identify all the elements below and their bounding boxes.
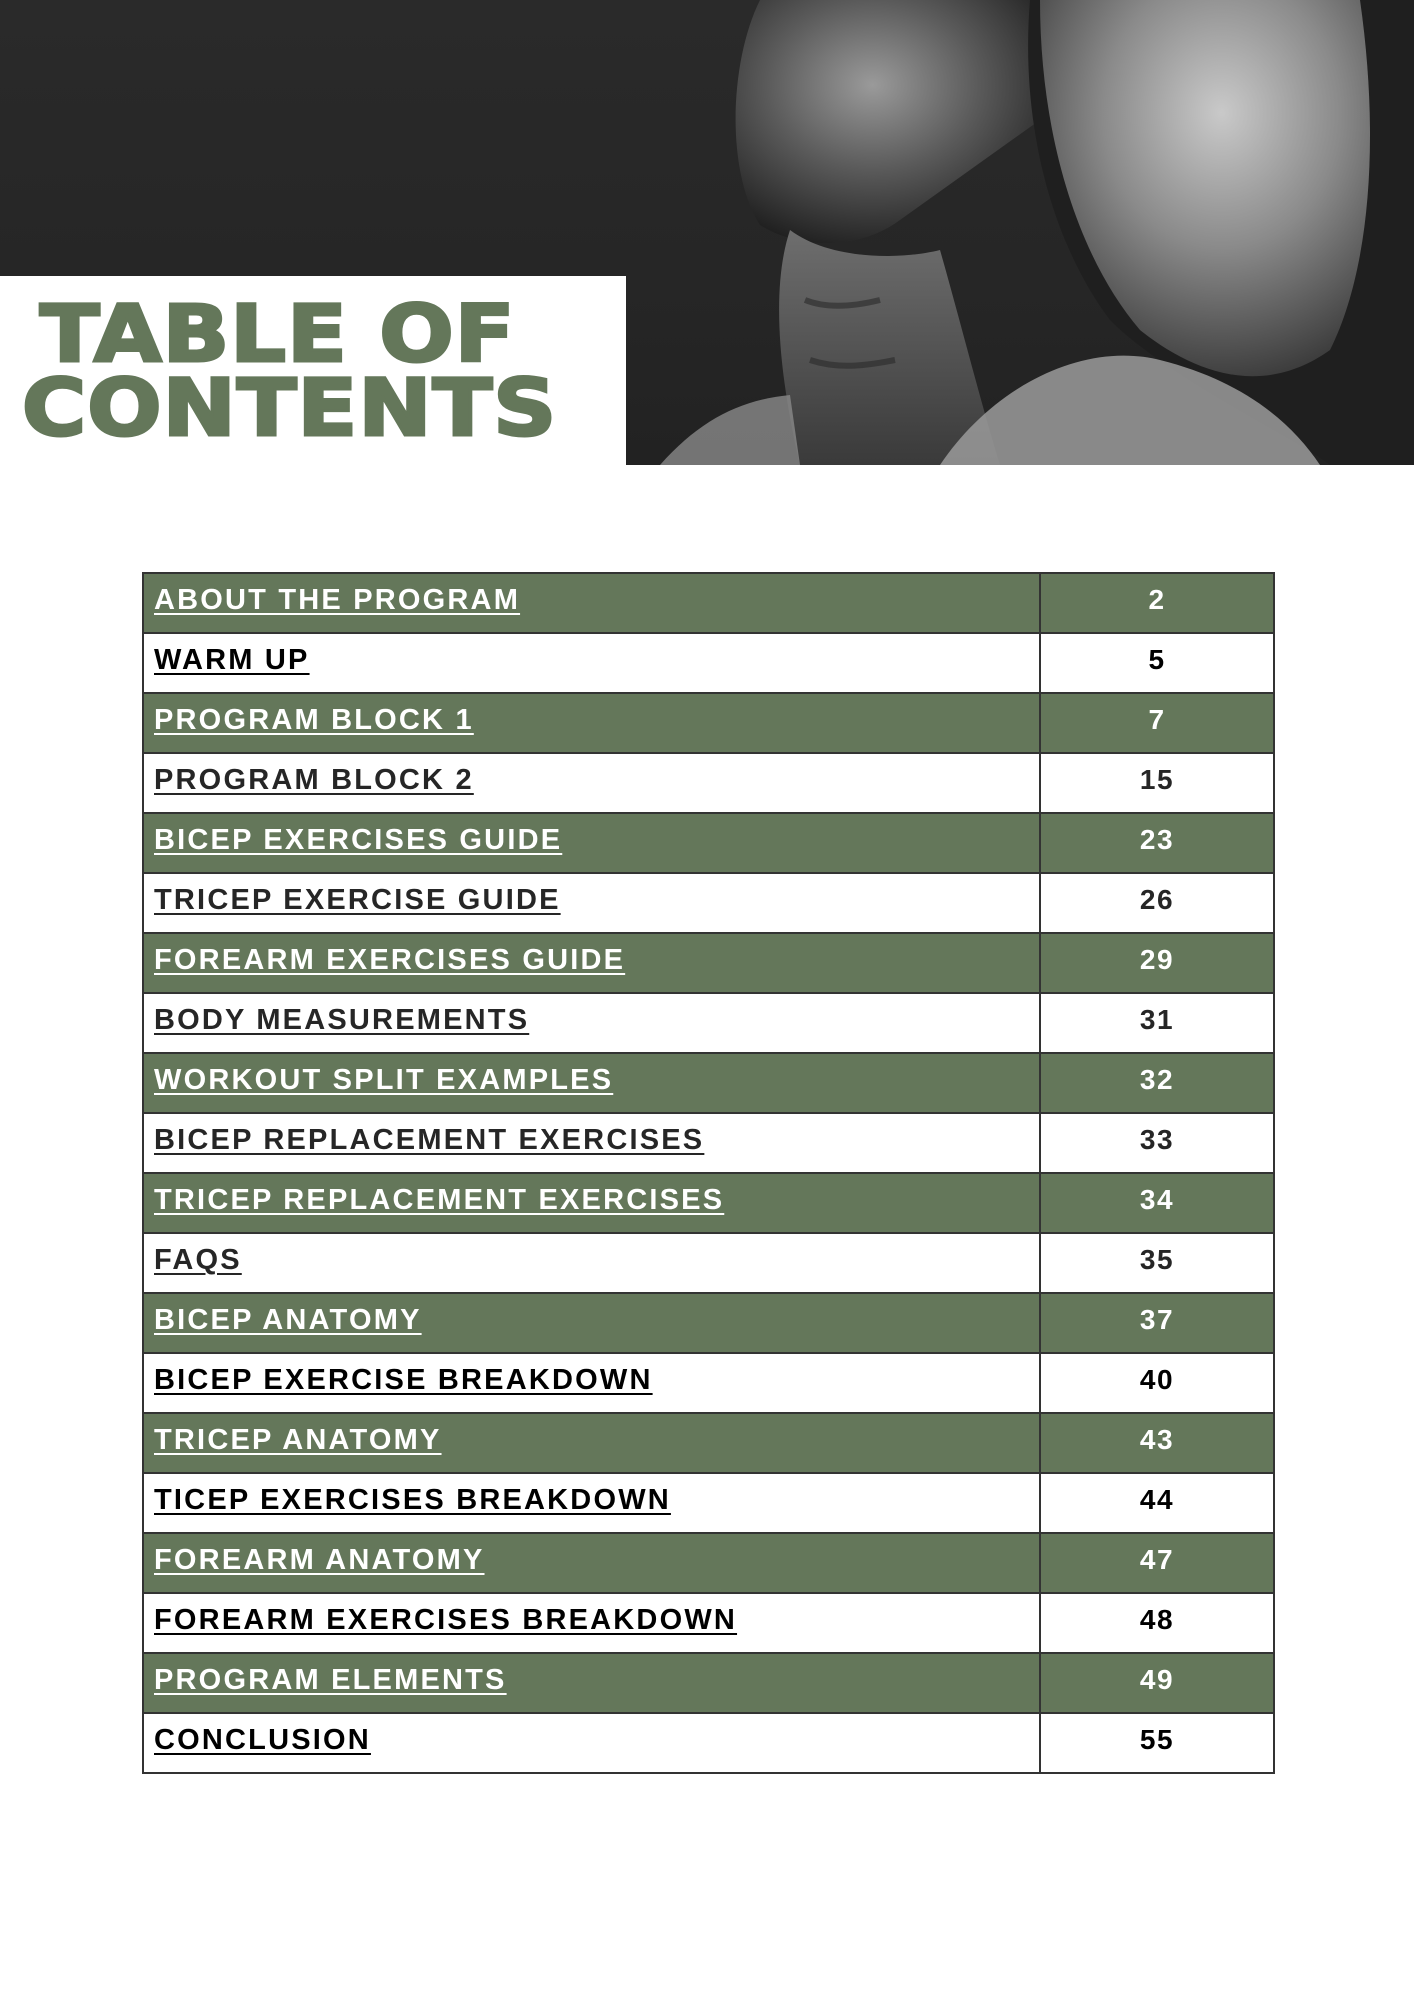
toc-row[interactable] <box>143 1593 1274 1653</box>
toc-link-warm-up[interactable]: WARM UP <box>154 644 310 676</box>
toc-page-number: 31 <box>1139 1004 1175 1035</box>
title-line-2: CONTENTS <box>22 364 558 454</box>
toc-page-number: 34 <box>1139 1184 1175 1215</box>
toc-page-number: 49 <box>1139 1664 1175 1695</box>
toc-link-ticep-exercises-breakdown[interactable]: TICEP EXERCISES BREAKDOWN <box>154 1484 671 1516</box>
toc-page-number: 33 <box>1139 1124 1175 1155</box>
toc-row[interactable] <box>143 573 1274 633</box>
toc-page-number: 2 <box>1148 584 1166 615</box>
toc-row[interactable] <box>143 753 1274 813</box>
toc-page-number: 37 <box>1139 1304 1175 1335</box>
toc-page-number: 5 <box>1148 644 1166 675</box>
toc-page-number: 55 <box>1139 1724 1175 1755</box>
toc-page-number: 23 <box>1139 824 1175 855</box>
toc-row[interactable] <box>143 1413 1274 1473</box>
toc-link-tricep-replacement-exercises[interactable]: TRICEP REPLACEMENT EXERCISES <box>154 1184 725 1216</box>
toc-page-number: 35 <box>1139 1244 1175 1275</box>
toc-link-forearm-exercises-guide[interactable]: FOREARM EXERCISES GUIDE <box>154 944 626 976</box>
toc-link-bicep-anatomy[interactable]: BICEP ANATOMY <box>154 1304 422 1336</box>
toc-row[interactable] <box>143 1293 1274 1353</box>
toc-row[interactable] <box>143 1353 1274 1413</box>
toc-link-tricep-exercise-guide[interactable]: TRICEP EXERCISE GUIDE <box>154 884 561 916</box>
toc-link-forearm-exercises-breakdown[interactable]: FOREARM EXERCISES BREAKDOWN <box>154 1604 738 1636</box>
toc-link-workout-split-examples[interactable]: WORKOUT SPLIT EXAMPLES <box>154 1064 614 1096</box>
toc-page-number: 29 <box>1139 944 1175 975</box>
toc-row[interactable] <box>143 993 1274 1053</box>
toc-page-number: 43 <box>1139 1424 1175 1455</box>
toc-page-number: 48 <box>1139 1604 1175 1635</box>
toc-link-body-measurements[interactable]: BODY MEASUREMENTS <box>154 1004 530 1036</box>
toc-page-number: 15 <box>1139 764 1175 795</box>
toc-link-bicep-replacement-exercises[interactable]: BICEP REPLACEMENT EXERCISES <box>154 1124 705 1156</box>
toc-link-program-elements[interactable]: PROGRAM ELEMENTS <box>154 1664 507 1696</box>
toc-page-number: 47 <box>1139 1544 1175 1575</box>
title-line-1: TABLE OF <box>39 290 516 380</box>
toc-row[interactable] <box>143 1233 1274 1293</box>
toc-row[interactable] <box>143 633 1274 693</box>
toc-link-tricep-anatomy[interactable]: TRICEP ANATOMY <box>154 1424 442 1456</box>
toc-page-number: 44 <box>1139 1484 1175 1515</box>
toc-row[interactable] <box>143 1713 1274 1773</box>
toc-row[interactable] <box>143 1173 1274 1233</box>
toc-row[interactable] <box>143 693 1274 753</box>
toc-row[interactable] <box>143 1113 1274 1173</box>
toc-link-faqs[interactable]: FAQS <box>154 1244 242 1276</box>
toc-link-conclusion[interactable]: CONCLUSION <box>154 1724 371 1756</box>
toc-row[interactable] <box>143 813 1274 873</box>
toc-link-about-the-program[interactable]: ABOUT THE PROGRAM <box>154 584 521 616</box>
title-box <box>0 276 626 465</box>
toc-page-number: 26 <box>1139 884 1175 915</box>
toc-page-number: 7 <box>1148 704 1166 735</box>
table-of-contents <box>142 572 1275 1774</box>
toc-link-bicep-exercise-breakdown[interactable]: BICEP EXERCISE BREAKDOWN <box>154 1364 653 1396</box>
toc-link-program-block-1[interactable]: PROGRAM BLOCK 1 <box>154 704 474 736</box>
toc-row[interactable] <box>143 873 1274 933</box>
toc-link-program-block-2[interactable]: PROGRAM BLOCK 2 <box>154 764 474 796</box>
toc-row[interactable] <box>143 1533 1274 1593</box>
toc-link-forearm-anatomy[interactable]: FOREARM ANATOMY <box>154 1544 485 1576</box>
toc-row[interactable] <box>143 1053 1274 1113</box>
toc-row[interactable] <box>143 1473 1274 1533</box>
toc-row[interactable] <box>143 933 1274 993</box>
toc-row[interactable] <box>143 1653 1274 1713</box>
page-title <box>22 290 558 454</box>
toc-page-number: 40 <box>1139 1364 1175 1395</box>
toc-link-bicep-exercises-guide[interactable]: BICEP EXERCISES GUIDE <box>154 824 563 856</box>
toc-page-number: 32 <box>1139 1064 1175 1095</box>
